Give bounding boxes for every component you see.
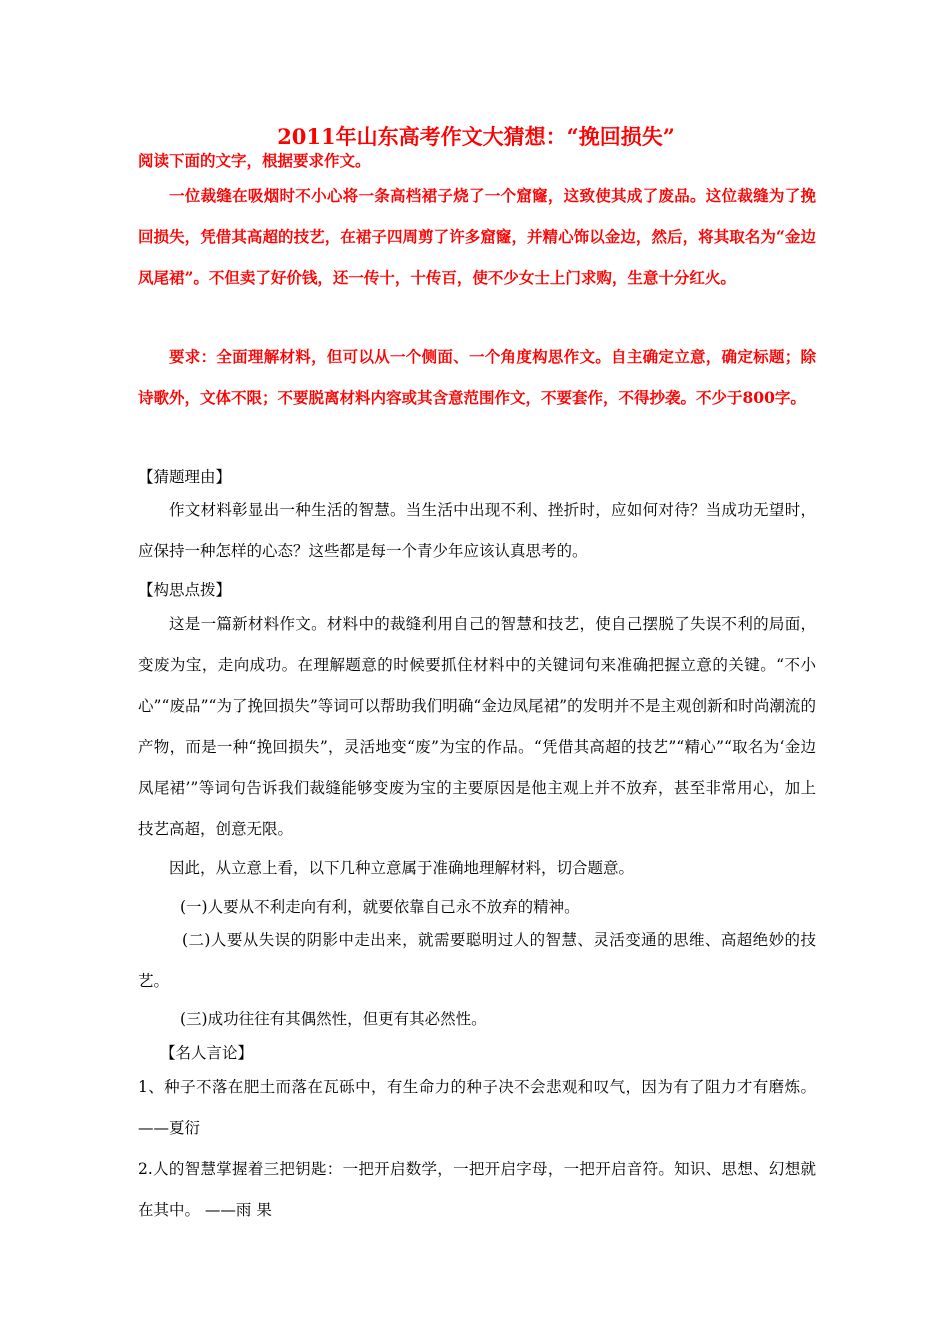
quote-one: 1、种子不落在肥土而落在瓦砾中，有生命力的种子决不会悲观和叹气，因为有了阻力才有磨炼。——夏衍 <box>138 1078 816 1137</box>
guide-paragraph: 这是一篇新材料作文。材料中的裁缝利用自己的智慧和技艺，使自己摆脱了失误不利的局面，变废为宝，走向成功。在理解题意的时候要抓住材料中的关键词句来准确把握立意的关键。“不小心”“废品”“为了挽回损失”等词可以帮助我们明确“金边凤尾裙”的发明并不是主观创新和时尚潮流的产物，而是一种“挽回损失”，灵活地变“废”为宝的作品。“凭借其高超的技艺”“精心”“取名为‘金边凤尾裙’”等词句告诉我们裁缝能够变废为宝的主要原因是他主观上并不放弃，甚至非常用心，加上技艺高超，创意无限。 <box>138 615 816 838</box>
quote-two: 2.人的智慧掌握着三把钥匙：一把开启数学，一把开启字母，一把开启音符。知识、思想、幻想就在其中。 ——雨 果 <box>138 1160 816 1219</box>
instruction-line: 阅读下面的文字，根据要求作文。 <box>138 151 371 170</box>
material-paragraph: 一位裁缝在吸烟时不小心将一条高档裙子烧了一个窟窿，这致使其成了废品。这位裁缝为了挽回损失，凭借其高超的技艺，在裙子四周剪了许多窟窿，并精心饰以金边，然后，将其取名为“金边凤尾裙”。不但卖了好价钱，还一传十，十传百，使不少女士上门求购，生意十分红火。 <box>138 186 816 287</box>
requirements-paragraph: 要求：全面理解材料，但可以从一个侧面、一个角度构思作文。自主确定立意，确定标题；除诗歌外，文体不限；不要脱离材料内容或其含意范围作文，不要套作，不得抄袭。不少于800字。 <box>138 347 816 407</box>
therefore-paragraph: 因此，从立意上看，以下几种立意属于准确地理解材料，切合题意。 <box>169 859 635 877</box>
section-heading-guide: 【构思点拨】 <box>138 581 232 599</box>
point-three: (三)成功往往有其偶然性，但更有其必然性。 <box>180 1010 487 1028</box>
point-two: (二)人要从失误的阴影中走出来，就需要聪明过人的智慧、灵活变通的思维、高超绝妙的技艺。 <box>138 931 816 990</box>
section-heading-reason: 【猜题理由】 <box>138 468 232 486</box>
reason-paragraph: 作文材料彰显出一种生活的智慧。当生活中出现不利、挫折时，应如何对待？当成功无望时，应保持一种怎样的心态？这些都是每一个青少年应该认真思考的。 <box>138 501 816 560</box>
section-heading-quotes: 【名人言论】 <box>160 1044 254 1062</box>
document-title: 2011年山东高考作文大猜想：“挽回损失” <box>277 124 675 149</box>
point-one: (一)人要从不利走向有利，就要依靠自己永不放弃的精神。 <box>180 898 580 916</box>
